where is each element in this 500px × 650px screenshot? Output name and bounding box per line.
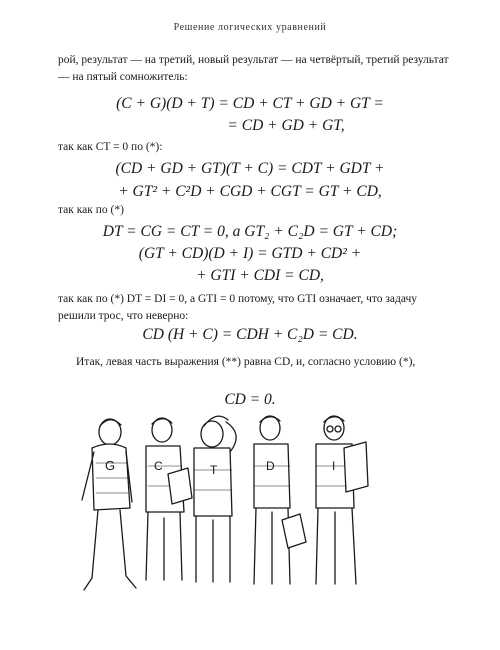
- student-figure-i: [316, 416, 368, 584]
- student-figure-d: [254, 416, 306, 584]
- paragraph-conclusion: Итак, левая часть выражения (**) равна CD, и, согласно условию (*),: [76, 356, 416, 368]
- shirt-letter-d: D: [266, 459, 275, 473]
- illustration-five-students: [70, 408, 370, 603]
- equation-1-line-1: (C + G)(D + T) = CD + CT + GD + GT =: [116, 95, 384, 112]
- equation-2-line-2: + GT² + C²D + CGD + CGT = GT + CD,: [118, 183, 382, 200]
- equation-4: CD (H + C) = CDH + C₂D = CD.: [142, 326, 358, 343]
- shirt-letter-t: T: [210, 463, 218, 477]
- shirt-letter-g: G: [105, 458, 116, 473]
- equation-3-line-2: (GT + CD)(D + I) = GTD + CD² +: [138, 245, 362, 262]
- shirt-letter-i: I: [332, 459, 336, 473]
- equation-1-line-2: = CD + GD + GT,: [227, 117, 345, 134]
- equation-3-line-3: + GTI + CDI = CD,: [196, 267, 324, 284]
- text-since-ct: так как CT = 0 по (*):: [58, 141, 163, 153]
- shirt-letter-c: C: [154, 459, 163, 473]
- equation-2-line-1: (CD + GD + GT)(T + C) = CDT + GDT +: [115, 160, 385, 177]
- paragraph-continuation: рой, результат — на третий, новый результат — на четвёртый, третий результат — на пятый сомножитель:: [58, 54, 449, 83]
- equation-5: CD = 0.: [224, 391, 276, 408]
- text-since: так как по (*): [58, 204, 124, 216]
- equation-3-line-1: DT = CG = CT = 0, а GT₂ + C₂D = GT + CD;: [102, 223, 398, 240]
- student-figure-g: [82, 419, 136, 590]
- running-header: Решение логических уравнений: [173, 22, 327, 33]
- student-figure-c: [146, 418, 192, 580]
- student-figure-t: [194, 416, 236, 582]
- paragraph-explanation: так как по (*) DT = DI = 0, а GTI = 0 потому, что GTI означает, что задачу решили трос, что неверно:: [58, 293, 418, 322]
